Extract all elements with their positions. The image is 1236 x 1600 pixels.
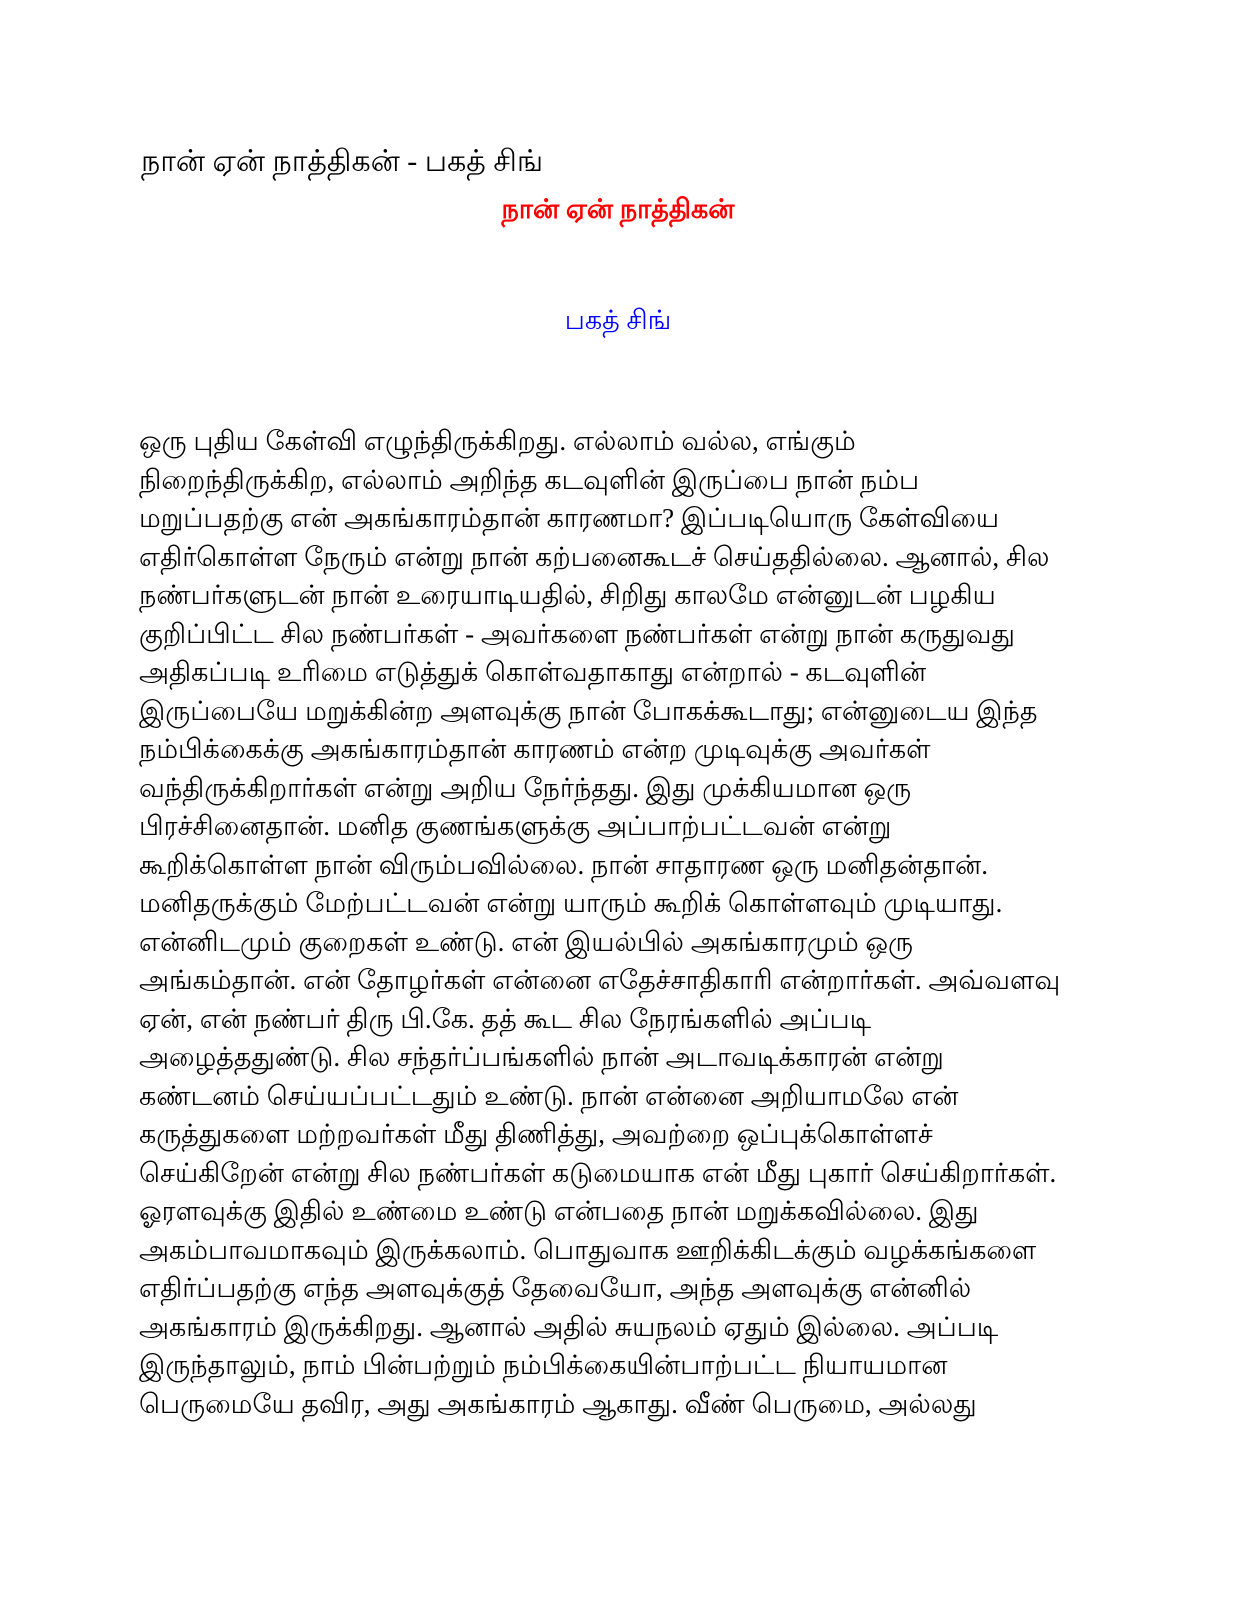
document-title: நான் ஏன் நாத்திகன் - பகத் சிங் <box>141 145 544 178</box>
text-line: கண்டனம் செய்யப்பட்டதும் உண்டு. நான் என்னை அறியாமலே என் <box>139 1080 959 1111</box>
text-line: பிரச்சினைதான். மனித குணங்களுக்கு அப்பாற்பட்டவன் என்று <box>139 811 892 841</box>
article-body <box>139 422 1119 1423</box>
text-line: எதிர்கொள்ள நேரும் என்று நான் கற்பனைகூடச் செய்ததில்லை. ஆனால், சில <box>139 541 1050 572</box>
text-line: அழைத்ததுண்டு. சில சந்தர்ப்பங்களில் நான் அடாவடிக்காரன் என்று <box>139 1042 944 1072</box>
text-line: கருத்துகளை மற்றவர்கள் மீது திணித்து, அவற்றை ஒப்புக்கொள்ளச் <box>139 1119 933 1149</box>
text-line: இருப்பையே மறுக்கின்ற அளவுக்கு நான் போகக்கூடாது; என்னுடைய இந்த <box>139 695 1038 726</box>
text-line: நண்பர்களுடன் நான் உரையாடியதில், சிறிது காலமே என்னுடன் பழகிய <box>139 580 996 610</box>
author-name: பகத் சிங் <box>564 305 672 335</box>
text-line: நிறைந்திருக்கிற, எல்லாம் அறிந்த கடவுளின் இருப்பை நான் நம்ப <box>139 464 920 495</box>
text-line: ஓரளவுக்கு இதில் உண்மை உண்டு என்பதை நான் மறுக்கவில்லை. இது <box>139 1196 979 1226</box>
text-line: நம்பிக்கைக்கு அகங்காரம்தான் காரணம் என்ற முடிவுக்கு அவர்கள் <box>139 734 931 764</box>
text-line: கூறிக்கொள்ள நான் விரும்பவில்லை. நான் சாதாரண ஒரு மனிதன்தான். <box>139 849 988 880</box>
text-line: அங்கம்தான். என் தோழர்கள் என்னை எதேச்சாதிகாரி என்றார்கள். அவ்வளவு <box>139 965 1061 995</box>
text-line: என்னிடமும் குறைகள் உண்டு. என் இயல்பில் அகங்காரமும் ஒரு <box>139 926 914 957</box>
text-line: பெருமையே தவிர, அது அகங்காரம் ஆகாது. வீண் பெருமை, அல்லது <box>139 1388 977 1419</box>
text-line: வந்திருக்கிறார்கள் என்று அறிய நேர்ந்தது. இது முக்கியமான ஒரு <box>139 772 912 803</box>
text-line: ஏன், என் நண்பர் திரு பி.கே. தத் கூட சில நேரங்களில் அப்படி <box>139 1003 872 1034</box>
text-line: மறுப்பதற்கு என் அகங்காரம்தான் காரணமா? இப்படியொரு கேள்வியை <box>139 503 1000 533</box>
text-line: ஒரு புதிய கேள்வி எழுந்திருக்கிறது. எல்லாம் வல்ல, எங்கும் <box>139 426 856 456</box>
text-line: இருந்தாலும், நாம் பின்பற்றும் நம்பிக்கையின்பாற்பட்ட நியாயமான <box>139 1350 948 1380</box>
article-heading: நான் ஏன் நாத்திகன் <box>501 194 735 224</box>
text-line: மனிதருக்கும் மேற்பட்டவன் என்று யாரும் கூறிக் கொள்ளவும் முடியாது. <box>139 888 1003 918</box>
text-line: அகங்காரம் இருக்கிறது. ஆனால் அதில் சுயநலம் ஏதும் இல்லை. அப்படி <box>139 1311 999 1342</box>
text-line: செய்கிறேன் என்று சில நண்பர்கள் கடுமையாக என் மீது புகார் செய்கிறார்கள். <box>139 1157 1057 1188</box>
text-line: எதிர்ப்பதற்கு எந்த அளவுக்குத் தேவையோ, அந்த அளவுக்கு என்னில் <box>139 1273 972 1303</box>
text-line: அகம்பாவமாகவும் இருக்கலாம். பொதுவாக ஊறிக்கிடக்கும் வழக்கங்களை <box>139 1234 1037 1265</box>
text-line: அதிகப்படி உரிமை எடுத்துக் கொள்வதாகாது என்றால் - கடவுளின் <box>139 657 927 687</box>
text-line: குறிப்பிட்ட சில நண்பர்கள் - அவர்களை நண்பர்கள் என்று நான் கருதுவது <box>139 618 1015 649</box>
